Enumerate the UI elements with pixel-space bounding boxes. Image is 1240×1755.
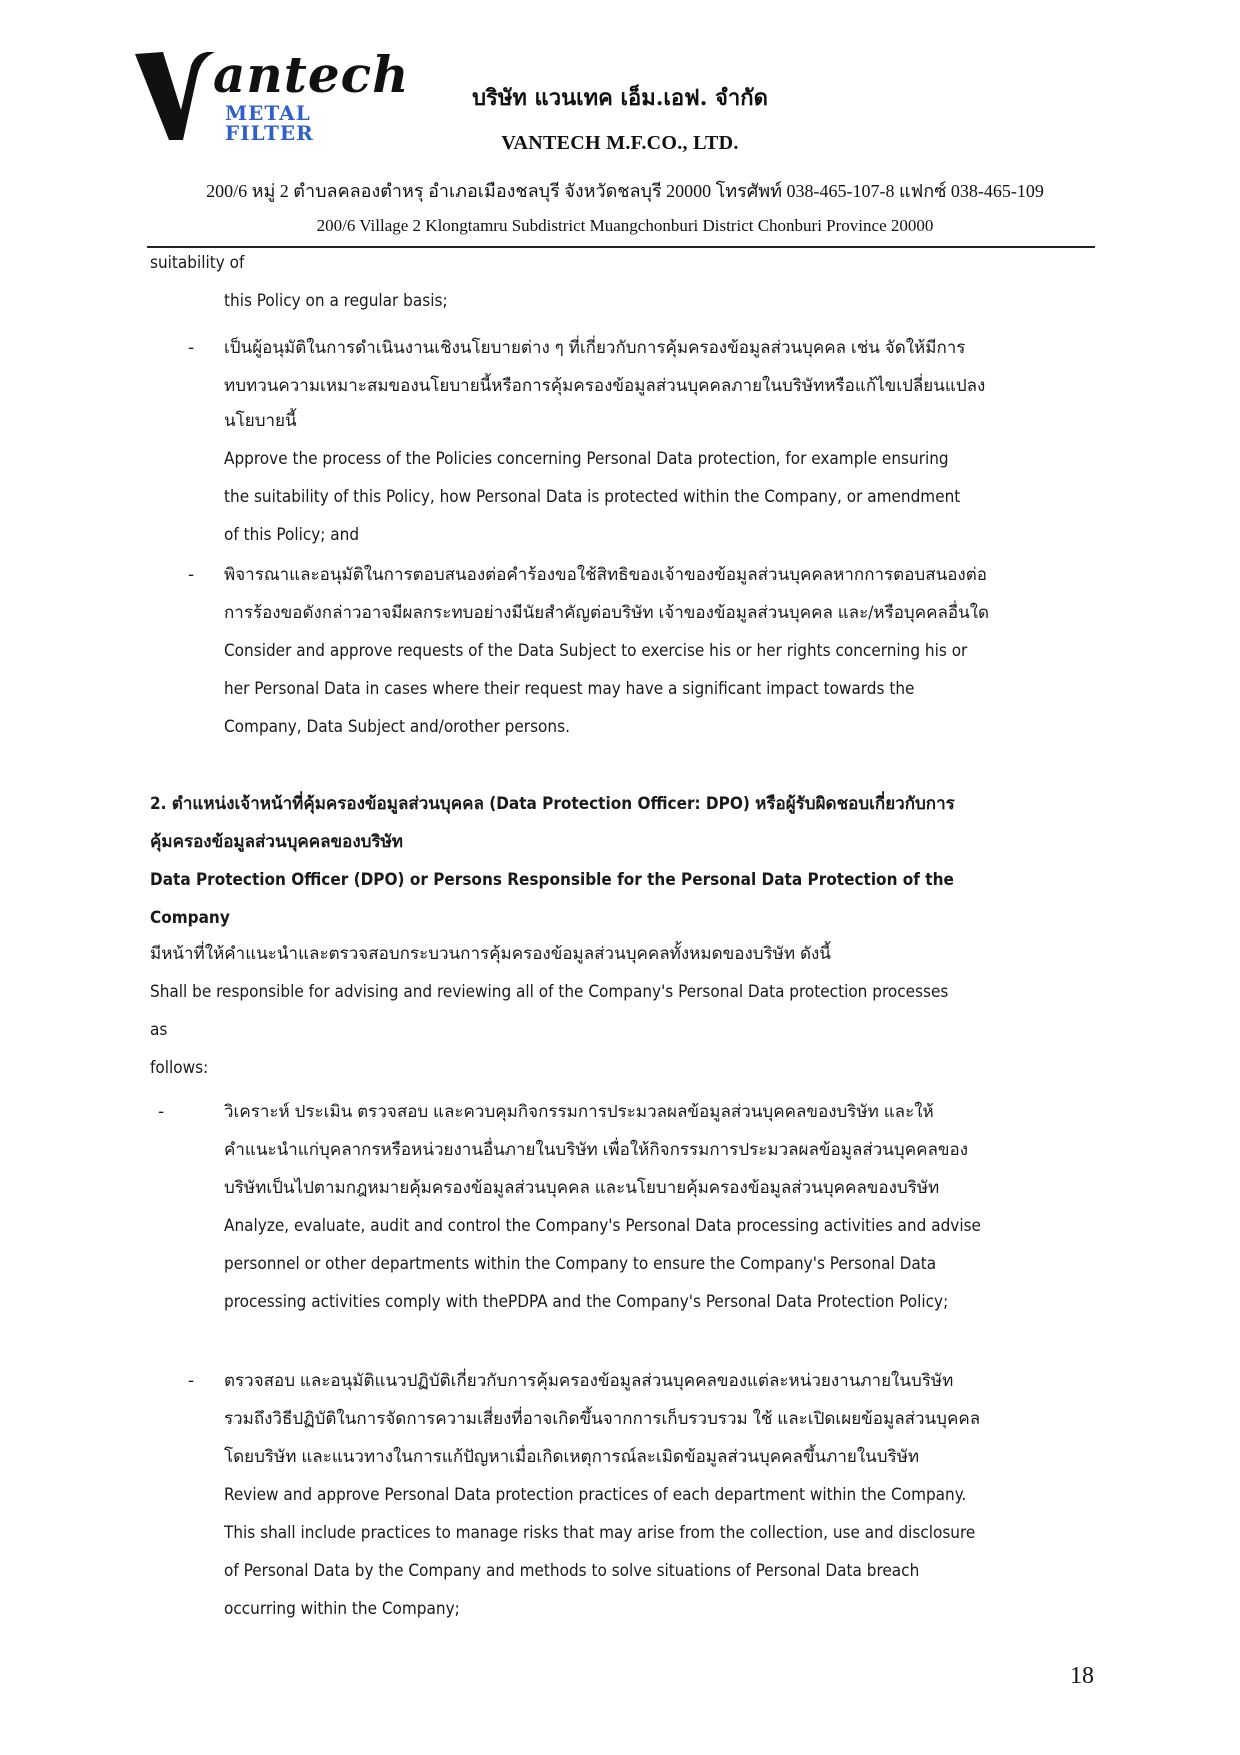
- company-name-thai: บริษัท แวนเทค เอ็ม.เอฟ. จำกัด: [472, 85, 768, 111]
- bullet-thai-line: เป็นผู้อนุมัติในการดำเนินงานเชิงนโยบายต่าง ๆ ที่เกี่ยวกับการคุ้มครองข้อมูลส่วนบุคคล เช่น จัดให้มีการ: [224, 338, 966, 358]
- bullet-thai-line: โดยบริษัท และแนวทางในการแก้ปัญหาเมื่อเกิดเหตุการณ์ละเมิดข้อมูลส่วนบุคคลขึ้นภายในบริษัท: [224, 1447, 920, 1467]
- bullet-eng-line: Consider and approve requests of the Data Subject to exercise his or her rights concerning his or: [224, 641, 968, 661]
- bullet-eng-line: Review and approve Personal Data protection practices of each department within the Company.: [224, 1485, 967, 1505]
- continued-line: suitability of: [150, 253, 245, 273]
- bullet-eng-line: processing activities comply with thePDPA and the Company's Personal Data Protection Policy;: [224, 1292, 949, 1312]
- bullet-thai-line: ทบทวนความเหมาะสมของนโยบายนี้หรือการคุ้มครองข้อมูลส่วนบุคคลภายในบริษัทหรือแก้ไขเปลี่ยนแปลง: [224, 376, 986, 396]
- section-intro-english: Shall be responsible for advising and reviewing all of the Company's Personal Data protection processes: [150, 982, 949, 1002]
- section-intro-english: as: [150, 1020, 168, 1040]
- bullet-eng-line: the suitability of this Policy, how Personal Data is protected within the Company, or amendment: [224, 487, 961, 507]
- section-heading-english: Company: [150, 908, 230, 928]
- bullet-eng-line: of this Policy; and: [224, 525, 360, 545]
- bullet-eng-line: This shall include practices to manage risks that may arise from the collection, use and disclosure: [224, 1523, 976, 1543]
- bullet-thai-line: รวมถึงวิธีปฏิบัติในการจัดการความเสี่ยงที่อาจเกิดขึ้นจากการเก็บรวบรวม ใช้ และเปิดเผยข้อมูลส่วนบุคคล: [224, 1409, 981, 1429]
- bullet-thai-line: นโยบายนี้: [224, 411, 297, 431]
- bullet-thai-line: การร้องขอดังกล่าวอาจมีผลกระทบอย่างมีนัยสำคัญต่อบริษัท เจ้าของข้อมูลส่วนบุคคล และ/หรือบุคคลอื่นใด: [224, 603, 990, 623]
- bullet-thai-line: พิจารณาและอนุมัติในการตอบสนองต่อคำร้องขอใช้สิทธิของเจ้าของข้อมูลส่วนบุคคลหากการตอบสนองต่อ: [224, 565, 987, 585]
- logo-wordmark: antech: [213, 45, 410, 104]
- bullet-eng-line: of Personal Data by the Company and methods to solve situations of Personal Data breach: [224, 1561, 920, 1581]
- bullet-eng-line: Company, Data Subject and/orother persons.: [224, 717, 570, 737]
- bullet-eng-line: Analyze, evaluate, audit and control the Company's Personal Data processing activities and advise: [224, 1216, 981, 1236]
- logo-subtitle: METAL FILTER: [225, 101, 314, 145]
- bullet-eng-line: personnel or other departments within the Company to ensure the Company's Personal Data: [224, 1254, 937, 1274]
- section-intro-thai: มีหน้าที่ให้คำแนะนำและตรวจสอบกระบวนการคุ้มครองข้อมูลส่วนบุคคลทั้งหมดของบริษัท ดังนี้: [150, 944, 831, 964]
- bullet-dash: -: [188, 1371, 195, 1391]
- logo-v-icon: [135, 48, 225, 143]
- bullet-dash: -: [158, 1102, 165, 1122]
- page-number: 18: [1070, 1663, 1094, 1689]
- bullet-thai-line: คำแนะนำแก่บุคลากรหรือหน่วยงานอื่นภายในบริษัท เพื่อให้กิจกรรมการประมวลผลข้อมูลส่วนบุคคลของ: [224, 1140, 968, 1160]
- header-divider: [147, 246, 1095, 248]
- section-heading-thai: คุ้มครองข้อมูลส่วนบุคคลของบริษัท: [150, 832, 404, 852]
- section-heading-english: Data Protection Officer (DPO) or Persons Responsible for the Personal Data Protection of the: [150, 870, 954, 890]
- bullet-dash: -: [188, 338, 195, 358]
- address-english: 200/6 Village 2 Klongtamru Subdistrict Muangchonburi District Chonburi Province 20000: [316, 216, 934, 235]
- company-logo: [135, 45, 410, 145]
- company-name-english: VANTECH M.F.CO., LTD.: [501, 132, 739, 154]
- bullet-eng-line: her Personal Data in cases where their request may have a significant impact towards the: [224, 679, 915, 699]
- bullet-dash: -: [188, 565, 195, 585]
- section-intro-english: follows:: [150, 1058, 209, 1078]
- bullet-thai-line: วิเคราะห์ ประเมิน ตรวจสอบ และควบคุมกิจกรรมการประมวลผลข้อมูลส่วนบุคคลของบริษัท และให้: [224, 1102, 934, 1122]
- bullet-eng-line: Approve the process of the Policies concerning Personal Data protection, for example ensuring: [224, 449, 949, 469]
- bullet-thai-line: ตรวจสอบ และอนุมัติแนวปฏิบัติเกี่ยวกับการคุ้มครองข้อมูลส่วนบุคคลของแต่ละหน่วยงานภายในบริษัท: [224, 1371, 954, 1391]
- section-heading-thai: 2. ตำแหน่งเจ้าหน้าที่คุ้มครองข้อมูลส่วนบุคคล (Data Protection Officer: DPO) หรือผู้รับผิดชอบเกี่ยวกับการ: [150, 794, 955, 814]
- bullet-thai-line: บริษัทเป็นไปตามกฎหมายคุ้มครองข้อมูลส่วนบุคคล และนโยบายคุ้มครองข้อมูลส่วนบุคคลของบริษัท: [224, 1178, 940, 1198]
- bullet-eng-line: occurring within the Company;: [224, 1599, 460, 1619]
- continued-line: this Policy on a regular basis;: [224, 291, 448, 311]
- address-thai: 200/6 หมู่ 2 ตำบลคลองตำหรุ อำเภอเมืองชลบุรี จังหวัดชลบุรี 20000 โทรศัพท์ 038-465-107-8 แฟกซ์ 038-465-109: [206, 181, 1044, 201]
